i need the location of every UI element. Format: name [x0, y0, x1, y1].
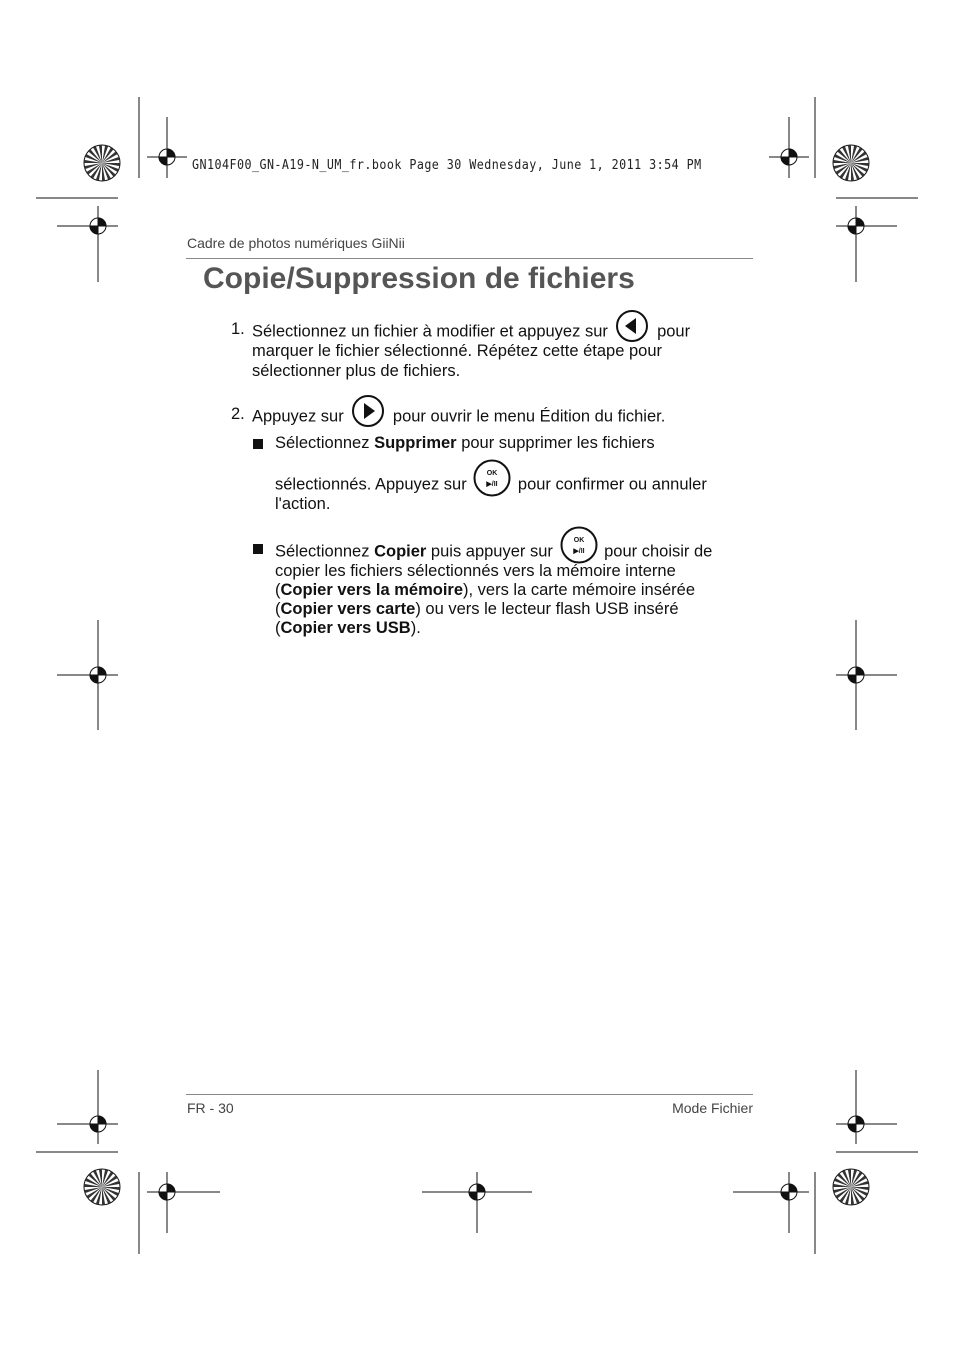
registration-target-icon	[769, 117, 809, 178]
svg-text:▶/II: ▶/II	[572, 548, 585, 555]
bullet-text-line: sélectionnés. Appuyez sur OK ▶/II pour confirmer ou annuler	[275, 472, 707, 498]
star-target-icon	[84, 145, 120, 181]
step-text-line: marquer le fichier sélectionné. Répétez cette étape pour	[252, 342, 662, 360]
bullet-text-line: copier les fichiers sélectionnés vers la mémoire interne	[275, 562, 676, 580]
bullet-text-line: (Copier vers USB).	[275, 619, 421, 637]
page-number: FR - 30	[187, 1100, 234, 1116]
star-target-icon	[833, 145, 869, 181]
bullet-text-line: Sélectionnez Copier puis appuyer sur OK ▶/II pour choisir de	[275, 539, 712, 565]
ok-play-pause-button-icon	[472, 458, 512, 498]
star-target-icon	[833, 1169, 869, 1205]
bold-term: Copier	[374, 542, 427, 561]
registration-target-icon	[147, 1172, 220, 1233]
footer-rule	[186, 1094, 753, 1095]
step-text: Sélectionnez un fichier à modifier et appuyez sur	[252, 322, 608, 341]
registration-target-icon	[836, 206, 897, 282]
step-text-line	[252, 405, 665, 429]
registration-target-icon	[836, 1070, 897, 1144]
print-slug: GN104F00_GN-A19-N_UM_fr.book Page 30 Wednesday, June 1, 2011 3:54 PM	[192, 158, 702, 173]
bold-term: Copier vers carte	[280, 600, 416, 618]
bullet-square	[253, 439, 263, 449]
step-text: pour ouvrir le menu Édition du fichier.	[392, 407, 666, 426]
bold-term: Copier vers USB	[280, 619, 411, 637]
registration-target-icon	[422, 1172, 532, 1233]
registration-target-icon	[57, 1070, 118, 1144]
star-target-icon	[84, 1169, 120, 1205]
section-name: Mode Fichier	[672, 1100, 753, 1116]
header-rule	[186, 258, 753, 259]
bullet-text-line: (Copier vers carte) ou vers le lecteur flash USB inséré	[275, 600, 679, 618]
bold-term: Copier vers la mémoire	[280, 581, 463, 599]
bullet-text-line: l'action.	[275, 495, 331, 513]
bullet-square	[253, 544, 263, 554]
registration-target-icon	[733, 1172, 809, 1233]
running-header: Cadre de photos numériques GiiNii	[187, 235, 405, 251]
bullet-text-line: (Copier vers la mémoire), vers la carte mémoire insérée	[275, 581, 695, 599]
left-arrow-button-icon	[614, 310, 650, 344]
ok-play-pause-button-icon	[559, 525, 599, 565]
svg-text:▶/II: ▶/II	[486, 481, 498, 488]
step-number: 1.	[231, 320, 245, 338]
registration-target-icon	[836, 620, 897, 730]
step-text-line	[252, 320, 690, 344]
right-arrow-button-icon	[350, 395, 386, 429]
bullet-text-line: Sélectionnez Supprimer pour supprimer les fichiers	[275, 434, 655, 452]
step-number: 2.	[231, 405, 245, 423]
page-title: Copie/Suppression de fichiers	[203, 262, 635, 295]
step-text: Appuyez sur	[252, 407, 344, 426]
registration-target-icon	[147, 117, 187, 178]
registration-target-icon	[57, 206, 118, 282]
svg-text:OK: OK	[573, 537, 584, 544]
registration-target-icon	[57, 620, 118, 730]
bold-term: Supprimer	[374, 434, 457, 452]
svg-text:OK: OK	[487, 470, 498, 477]
step-text-line: sélectionner plus de fichiers.	[252, 362, 461, 380]
step-text: pour	[657, 322, 691, 341]
